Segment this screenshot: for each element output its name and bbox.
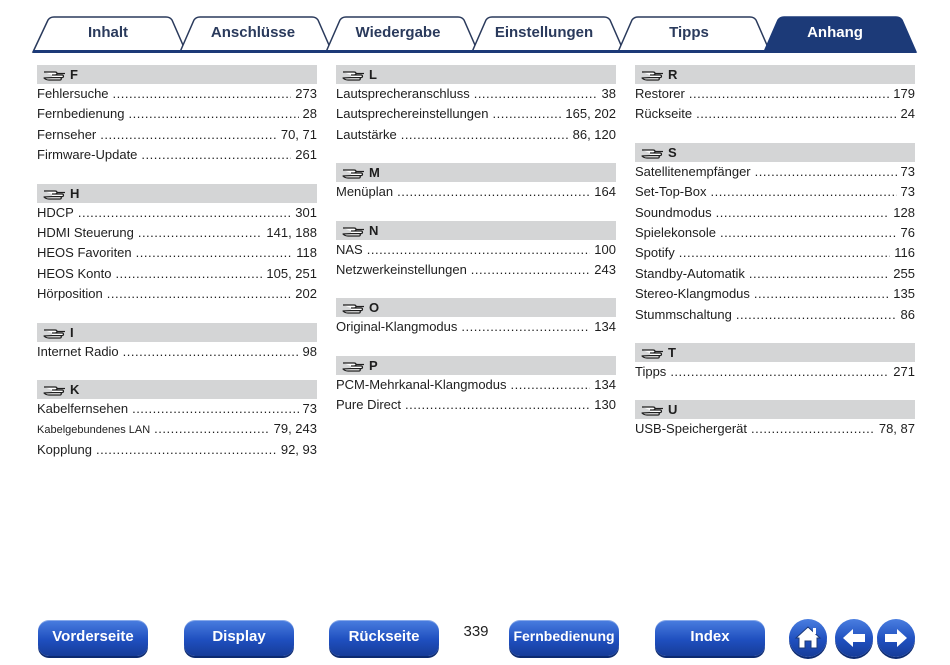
section-letter: K	[70, 381, 80, 397]
index-entry[interactable]	[37, 205, 317, 225]
index-entry[interactable]	[336, 86, 616, 106]
index-entry[interactable]	[635, 225, 915, 245]
entry-term: Fernseher	[37, 126, 97, 142]
dot-leader	[493, 106, 562, 121]
dot-leader	[136, 245, 293, 260]
section-header	[635, 343, 915, 362]
section-header	[37, 65, 317, 84]
index-section-m	[336, 163, 616, 204]
index-entry[interactable]	[37, 127, 317, 147]
entry-page-link[interactable]: 28	[302, 106, 317, 122]
section-header	[336, 163, 616, 182]
section-letter: O	[369, 300, 380, 316]
index-entry[interactable]	[336, 106, 616, 126]
entry-page-link[interactable]: 79, 243	[273, 421, 317, 437]
entry-page-link[interactable]: 134	[594, 376, 616, 392]
entry-term: NAS	[336, 241, 363, 257]
entry-term: Netzwerkeinstellungen	[336, 261, 467, 277]
home-icon	[789, 619, 827, 657]
index-section-s	[635, 143, 915, 327]
dot-leader	[471, 262, 591, 277]
dot-leader	[461, 319, 590, 334]
dot-leader	[696, 106, 896, 121]
index-entry[interactable]	[336, 127, 616, 147]
index-entry[interactable]	[635, 184, 915, 204]
entry-page-link[interactable]: 271	[893, 363, 915, 379]
index-entry[interactable]	[336, 262, 616, 282]
entry-page-link[interactable]: 38	[601, 86, 616, 101]
entry-page-link[interactable]: 179	[893, 86, 915, 101]
tab-einstellungen[interactable]: Einstellungen	[494, 24, 594, 41]
index-entry[interactable]	[635, 164, 915, 184]
home-button[interactable]	[789, 619, 827, 657]
index-section-i	[37, 323, 317, 364]
index-entry[interactable]	[37, 86, 317, 106]
entry-page-link[interactable]: 98	[302, 343, 317, 359]
entry-term: Menüplan	[336, 184, 394, 200]
tab-tipps[interactable]: Tipps	[669, 24, 709, 41]
entry-page-link[interactable]: 73	[900, 184, 915, 200]
index-entry[interactable]	[336, 184, 616, 204]
entry-page-link[interactable]: 76	[900, 224, 915, 240]
index-entry[interactable]	[635, 106, 915, 126]
pointing-hand-icon	[43, 187, 67, 200]
section-header	[37, 380, 317, 399]
section-letter: I	[70, 324, 74, 340]
dot-leader	[367, 242, 591, 257]
dot-leader	[749, 266, 889, 281]
index-column-right	[635, 65, 915, 458]
pointing-hand-icon	[43, 68, 67, 81]
index-entry[interactable]	[37, 421, 317, 441]
pointing-hand-icon	[342, 166, 366, 179]
index-button[interactable]: Index	[655, 620, 765, 656]
pointing-hand-icon	[641, 68, 665, 81]
pointing-hand-icon	[342, 68, 366, 81]
entry-term: Lautsprechereinstellungen	[336, 106, 489, 122]
dot-leader	[711, 184, 897, 199]
index-column-middle	[336, 65, 616, 434]
section-header	[336, 298, 616, 317]
entry-term: Rückseite	[635, 106, 693, 122]
pointing-hand-icon	[641, 146, 665, 159]
pointing-hand-icon	[342, 224, 366, 237]
entry-page-link[interactable]: 92, 93	[280, 441, 317, 457]
dot-leader	[716, 205, 890, 220]
index-section-o	[336, 298, 616, 339]
dot-leader	[115, 266, 262, 281]
index-entry[interactable]	[635, 266, 915, 286]
entry-page-link[interactable]: 164	[594, 184, 616, 200]
index-section-r	[635, 65, 915, 127]
entry-page-link[interactable]: 255	[893, 265, 915, 281]
tab-wiedergabe[interactable]: Wiedergabe	[355, 24, 441, 41]
entry-page-link[interactable]: 273	[295, 86, 317, 101]
entry-term: Fehlersuche	[37, 86, 109, 101]
entry-page-link[interactable]: 24	[900, 106, 915, 122]
section-header	[635, 143, 915, 162]
index-entry[interactable]	[635, 364, 915, 384]
dot-leader	[113, 86, 292, 101]
entry-term: Lautstärke	[336, 126, 397, 142]
rueckseite-button[interactable]: Rückseite	[329, 620, 439, 656]
index-entry[interactable]	[37, 225, 317, 245]
index-section-h	[37, 184, 317, 307]
entry-page-link[interactable]: 165, 202	[565, 106, 616, 122]
entry-page-link[interactable]: 105, 251	[266, 265, 317, 281]
index-entry[interactable]	[37, 106, 317, 126]
pointing-hand-icon	[342, 359, 366, 372]
entry-term: Firmware-Update	[37, 147, 138, 163]
tab-anschluesse[interactable]: Anschlüsse	[210, 24, 296, 41]
dot-leader	[138, 225, 263, 240]
entry-page-link[interactable]: 134	[594, 319, 616, 335]
section-header	[37, 184, 317, 203]
entry-page-link[interactable]: 86, 120	[572, 126, 616, 142]
section-letter: R	[668, 67, 678, 82]
dot-leader	[397, 184, 590, 199]
index-entry[interactable]	[635, 286, 915, 306]
entry-term: Set-Top-Box	[635, 184, 707, 200]
index-section-u	[635, 400, 915, 441]
entry-term: Lautsprecheranschluss	[336, 86, 470, 101]
entry-term: HEOS Favoriten	[37, 245, 132, 261]
entry-term: HDCP	[37, 204, 74, 220]
entry-page-link[interactable]: 116	[894, 245, 915, 261]
dot-leader	[78, 205, 291, 220]
index-entry[interactable]	[635, 245, 915, 265]
entry-term: HEOS Konto	[37, 265, 112, 281]
section-letter: H	[70, 185, 80, 201]
index-section-k	[37, 380, 317, 462]
vorderseite-button[interactable]: Vorderseite	[38, 620, 148, 656]
index-entry[interactable]	[37, 266, 317, 286]
dot-leader	[128, 106, 298, 121]
dot-leader	[755, 164, 897, 179]
dot-leader	[132, 401, 298, 416]
entry-term: Restorer	[635, 86, 685, 101]
section-header	[37, 323, 317, 342]
entry-page-link[interactable]: 86	[900, 306, 915, 322]
dot-leader	[474, 86, 598, 101]
entry-page-link[interactable]: 141, 188	[266, 224, 317, 240]
dot-leader	[107, 286, 292, 301]
entry-page-link[interactable]: 100	[594, 241, 616, 257]
dot-leader	[689, 86, 889, 101]
entry-page-link[interactable]: 78, 87	[878, 421, 915, 437]
page-number: 339	[463, 623, 489, 640]
entry-term: Original-Klangmodus	[336, 319, 458, 335]
dot-leader	[736, 307, 897, 322]
section-letter: M	[369, 165, 380, 181]
pointing-hand-icon	[641, 403, 665, 416]
dot-leader	[679, 245, 891, 260]
index-section-f	[37, 65, 317, 168]
index-entry[interactable]	[37, 344, 317, 364]
entry-page-link[interactable]: 118	[296, 245, 317, 261]
index-entry[interactable]	[635, 307, 915, 327]
tab-baseline	[33, 50, 916, 53]
entry-page-link[interactable]: 73	[900, 163, 915, 179]
index-entry[interactable]	[37, 401, 317, 421]
dot-leader	[96, 442, 277, 457]
entry-page-link[interactable]: 261	[295, 147, 317, 163]
tab-inhalt[interactable]: Inhalt	[88, 24, 128, 41]
entry-term: Stereo-Klangmodus	[635, 286, 750, 302]
pointing-hand-icon	[342, 301, 366, 314]
entry-term: Tipps	[635, 363, 667, 379]
dot-leader	[405, 397, 590, 412]
section-letter: F	[70, 67, 78, 82]
dot-leader	[670, 364, 889, 379]
section-letter: N	[369, 222, 379, 238]
dot-leader	[511, 377, 591, 392]
tab-bar	[0, 0, 950, 56]
entry-term: HDMI Steuerung	[37, 224, 134, 240]
section-letter: U	[668, 402, 678, 418]
entry-term: Soundmodus	[635, 204, 712, 220]
index-entry[interactable]	[635, 421, 915, 441]
dot-leader	[154, 421, 269, 436]
entry-page-link[interactable]: 130	[594, 397, 616, 413]
entry-page-link[interactable]: 202	[295, 286, 317, 302]
back-button[interactable]	[835, 619, 873, 657]
entry-term: USB-Speichergerät	[635, 421, 747, 437]
entry-page-link[interactable]: 128	[893, 204, 915, 220]
tab-anhang[interactable]: Anhang	[807, 24, 863, 41]
entry-page-link[interactable]: 73	[302, 400, 317, 416]
forward-button[interactable]	[877, 619, 915, 657]
forward-arrow-icon	[877, 619, 915, 657]
back-arrow-icon	[835, 619, 873, 657]
entry-term: Hörposition	[37, 286, 103, 302]
index-entry[interactable]	[635, 205, 915, 225]
entry-page-link[interactable]: 301	[295, 204, 317, 220]
index-section-l	[336, 65, 616, 147]
entry-term: Spotify	[635, 245, 675, 261]
index-entry[interactable]	[37, 442, 317, 462]
dot-leader	[754, 286, 889, 301]
entry-term: Kopplung	[37, 441, 92, 457]
entry-term: Fernbedienung	[37, 106, 125, 122]
pointing-hand-icon	[641, 346, 665, 359]
section-letter: P	[369, 357, 378, 373]
section-header	[635, 400, 915, 419]
index-section-n	[336, 221, 616, 283]
entry-term: Kabelgebundenes LAN	[37, 424, 151, 437]
entry-term: Satellitenempfänger	[635, 163, 751, 179]
section-header	[336, 356, 616, 375]
pointing-hand-icon	[43, 326, 67, 339]
entry-term: Spielekonsole	[635, 224, 716, 240]
section-header	[635, 65, 915, 84]
dot-leader	[751, 421, 875, 436]
dot-leader	[100, 127, 277, 142]
index-section-t	[635, 343, 915, 384]
index-section-p	[336, 356, 616, 418]
index-entry[interactable]	[336, 377, 616, 397]
pointing-hand-icon	[43, 383, 67, 396]
section-header	[336, 65, 616, 84]
section-header	[336, 221, 616, 240]
section-letter: T	[668, 344, 676, 360]
index-column-left	[37, 65, 317, 478]
entry-page-link[interactable]: 70, 71	[280, 126, 317, 142]
entry-term: Internet Radio	[37, 343, 119, 359]
dot-leader	[720, 225, 897, 240]
dot-leader	[123, 344, 299, 359]
index-entry[interactable]	[37, 286, 317, 306]
entry-term: Standby-Automatik	[635, 265, 745, 281]
section-letter: L	[369, 67, 377, 82]
entry-term: Stummschaltung	[635, 306, 732, 322]
dot-leader	[401, 127, 569, 142]
entry-page-link[interactable]: 135	[893, 286, 915, 302]
index-entry[interactable]	[37, 245, 317, 265]
fernbedienung-button[interactable]: Fernbedienung	[509, 620, 619, 656]
dot-leader	[141, 147, 291, 162]
entry-term: Pure Direct	[336, 397, 402, 413]
index-entry[interactable]	[37, 147, 317, 167]
index-entry[interactable]	[336, 319, 616, 339]
entry-term: Kabelfernsehen	[37, 400, 129, 416]
index-entry[interactable]	[336, 242, 616, 262]
entry-term: PCM-Mehrkanal-Klangmodus	[336, 376, 507, 392]
section-letter: S	[668, 144, 677, 160]
display-button[interactable]: Display	[184, 620, 294, 656]
entry-page-link[interactable]: 243	[594, 261, 616, 277]
index-entry[interactable]	[336, 397, 616, 417]
index-entry[interactable]	[635, 86, 915, 106]
